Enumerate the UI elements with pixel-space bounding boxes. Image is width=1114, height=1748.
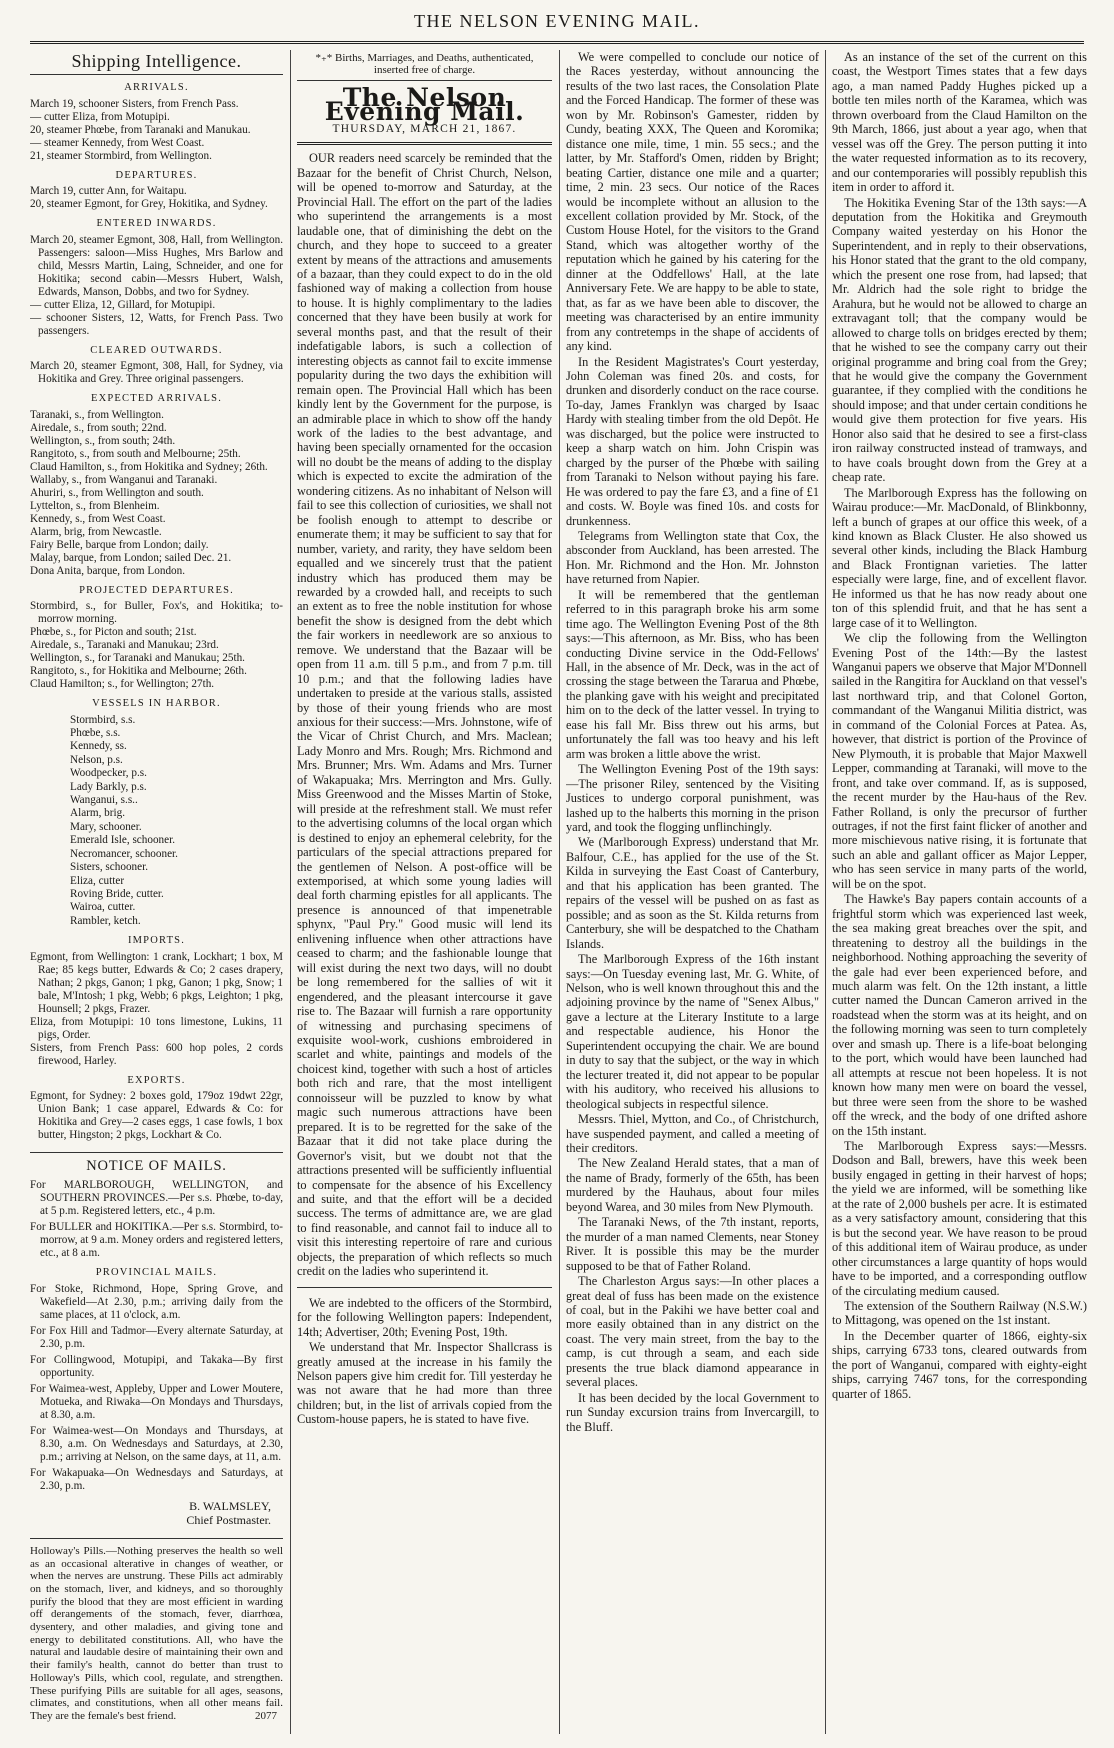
list-item: — cutter Eliza, 12, Gillard, for Motupipi. [30,298,216,311]
subhead-arrivals: ARRIVALS. [124,82,189,94]
list-item: — cutter Eliza, from Motupipi. [30,110,170,123]
list-item: Mary, schooner. [70,820,142,833]
article-paragraph: The Marlborough Express has the following on Wairau produce:—Mr. MacDonald, of Blinkbonny, left a bunch of grapes at our office this week, of a kind known as Black Cluster. He also showed us several other kinds, including the Black Hamburg and Black Frontignan varieties. The latter especially were large, fine, and of excellent flavor. He informed us that he has now ready about one ton of this splendid fruit, and that he has sent a large case of it to Wellington. [832,485,1087,630]
article-paragraph: In the Resident Magistrates's Court yesterday, John Coleman was fined 20s. and costs, for drunken and disorderly conduct on the race course. To-day, James Franklyn was charged by Isaac Hardy with stealing timber from the old Depôt. He was discharged, but the police were instructed to keep a sharp watch on him. John Crispin was charged by the purser of the Phœbe with sailing from Taranaki to Nelson without paying his fare. He was ordered to pay the fare £3, and a fine of £1 and costs. W. Boyle was fined 10s. and costs for drunkenness. [566,354,819,528]
column-rule [290,50,291,1734]
article-paragraph: The Charleston Argus says:—In other places a great deal of fuss has been made on the existence of coal, but in the Pakihi we have better coal and more easily obtained than in any district on the coast. The very main street, from the bay to the camp, is cut through a seam, and each side presents the true black diamond appearance in several places. [566,1274,819,1390]
subhead-entered: ENTERED INWARDS. [96,218,217,230]
arrivals-list [30,98,283,163]
article-paragraph: We are indebted to the officers of the Stormbird, for the following Wellington papers: Independent, 14th; Advertiser, 20th; Evening Post, 19th. [297,1295,552,1339]
mails-list [30,1179,283,1260]
paper-date: THURSDAY, MARCH 21, 1867. [297,120,552,145]
list-item: Claud Hamilton; s., for Wellington; 27th. [30,678,215,691]
article-paragraph: The Marlborough Express of the 16th instant says:—On Tuesday evening last, Mr. G. White, of Nelson, who is well known throughout this and the adjoining province by the name of "Senex Albus," gave a lecture at the Literary Institute to a large and respectable audience, his Honor the Superintendent occupying the chair. We are bound in duty to say that the subject, or the way in which the lecturer treated it, did not appear to be popular with his auditory, who received his allusions to theological subjects in respectful silence. [566,952,819,1111]
masthead [30,6,1084,44]
list-item: — steamer Kennedy, from West Coast. [30,136,205,149]
list-item: 20, steamer Phœbe, from Taranaki and Manukau. [30,123,251,136]
article-paragraph: As an instance of the set of the current on this coast, the Westport Times states that a few days ago, a man named Paddy Hughes picked up a bottle ten miles north of the Karamea, which was thrown overboard from the Claud Hamilton on the 9th March, 1866, just about a year ago, when that vessel was off the Grey. The person putting it into the water requested information as to its recovery, and our contemporaries will possibly republish this item in order to afford it. [832,50,1087,195]
subhead-imports: IMPORTS. [127,935,186,947]
cleared-list [30,360,283,386]
article-paragraph: In the December quarter of 1866, eighty-six ships, carrying 6733 tons, cleared outwards from the port of Wanganui, compared with eighty-eight ships, carrying 7467 tons, for the corresponding quarter of 1865. [832,1328,1087,1401]
list-item: For Stoke, Richmond, Hope, Spring Grove, and Wakefield—At 2.30, p.m.; arriving daily from the same places, at 11 o'clock, a.m. [30,1282,283,1321]
list-item: Wellington, s., for Taranaki and Manukau; 25th. [30,652,245,665]
list-item: Wanganui, s.s.. [70,794,138,807]
subhead-cleared: CLEARED OUTWARDS. [90,344,223,356]
article-paragraph: The Taranaki News, of the 7th instant, reports, the murder of a man named Clements, near Stoney River. It is possible this may be the murder supposed to be that of Father Roland. [566,1215,819,1273]
list-item: Taranaki, s., from Wellington. [30,408,164,421]
list-item: For Waimea-west, Appleby, Upper and Lower Moutere, Motueka, and Riwaka—On Mondays and Thursdays, at 8.30, a.m. [30,1382,283,1421]
list-item: Nelson, p.s. [70,753,123,766]
subhead-exports: EXPORTS. [127,1074,186,1086]
article-divider [297,1287,552,1288]
subhead-provincial: PROVINCIAL MAILS. [95,1267,218,1279]
list-item: Fairy Belle, barque from London; daily. [30,538,209,551]
column-shipping [30,50,283,1734]
column-rule [825,50,826,1734]
exports-list [30,1090,283,1142]
list-item: Wellington, s., from south; 24th. [30,434,176,447]
holloway-advert [30,1538,283,1723]
column-news-2 [832,50,1087,1734]
article-paragraph: The Marlborough Express says:—Messrs. Dodson and Ball, brewers, have this week been busily engaged in getting in their harvest of hops; the yield we are informed, will be something like at the rate of 2,000 bushels per acre. It is estimated as a very satisfactory amount, considering that this is but the second year. We have reason to be proud of this additional item of Wairau produce, as under other circumstances a large quantity of hops would have to be imported, and a corresponding outflow of the circulating medium caused. [832,1138,1087,1298]
list-item: Rangitoto, s., for Hokitika and Melbourne; 26th. [30,665,247,678]
article-paragraph: We were compelled to conclude our notice of the Races yesterday, without announcing the results of the two last races, the Consolation Plate and the Forced Handicap. The former of these was won by Mr. Robinson's Gamester, ridden by Cundy, beating XXX, The Queen and Koromika; distance one mile, time, 1 min. 55 secs.; and the latter, by Mr. Stafford's Omen, ridden by Bright; beating Cartier, distance one mile and a quarter; time, 2 min. 23 secs. Our notice of the Races would be incomplete without an allusion to the excellent collation provided by Mr. Stock, of the Custom House Hotel, for the visitors to the Grand Stand, which was altogether worthy of the reputation which he gained by his catering for the dinner at the Oddfellows' Hall, at the late Anniversary Fete. We are happy to be able to state, that, as far as we have been able to discover, the meeting was characterised by an entire immunity from any contretemps in the shape of accidents of any kind. [566,50,819,354]
list-item: For BULLER and HOKITIKA.—Per s.s. Stormbird, to-morrow, at 9 a.m. Money orders and registered letters, etc., at 8 a.m. [30,1221,283,1260]
list-item: March 20, steamer Egmont, 308, Hall, from Wellington. Passengers: saloon—Miss Hughes, Mrs Barlow and child, Messrs Martin, Laing, Schneider, and one for Hokitika; second cabin—Messrs Hubert, Walsh, Edwards, Manson, Dobbs, and two for Sydney. [30,233,283,298]
article-paragraph: We understand that Mr. Inspector Shallcrass is greatly amused at the increase in his family the Nelson papers give him credit for. Till yesterday he was not aware that he had more than three children; but, in the list of arrivals copied from the Custom-house papers, he is stated to have five. [297,1340,552,1427]
list-item: Kennedy, ss. [70,740,127,753]
list-item: Eliza, cutter [70,874,125,887]
list-item: — schooner Sisters, 12, Watts, for French Pass. Two passengers. [30,311,283,337]
list-item: Phœbe, s., for Picton and south; 21st. [30,626,197,639]
projected-list [30,600,283,691]
list-item: Sisters, from French Pass: 600 hop poles, 2 cords firewood, Harley. [30,1041,283,1067]
column-rule [559,50,560,1734]
list-item: Airedale, s., from south; 22nd. [30,421,167,434]
notice-of-mails-title: NOTICE OF MAILS. [30,1152,283,1173]
article-paragraph: Messrs. Thiel, Mytton, and Co., of Christchurch, have suspended payment, and called a meeting of their creditors. [566,1112,819,1155]
masthead-title: THE NELSON EVENING MAIL. [414,11,700,31]
list-item: Woodpecker, p.s. [70,767,147,780]
list-item: Airedale, s., Taranaki and Manukau; 23rd. [30,639,219,652]
list-item: Alarm, brig. [70,807,125,820]
subhead-expected: EXPECTED ARRIVALS. [90,393,223,405]
column-editorial [297,50,552,1734]
list-item: Claud Hamilton, s., from Hokitika and Sydney; 26th. [30,460,268,473]
list-item: Dona Anita, barque, from London. [30,564,186,577]
advert-text: Holloway's Pills.—Nothing preserves the health so well as an occasional alterative in changes of weather, or when the nerves are unstrung. These Pills act admirably on the stomach, liver, and kidneys, and so thoroughly purify the blood that they are most efficient in warding off derangements of the stomach, fever, diarrhœa, dysentery, and other maladies, and giving tone and energy to debilitated constitutions. All, who have the natural and laudable desire of maintaining their own and their family's health, cannot do better than trust to Holloway's Pills, which cool, regulate, and strengthen. These purifying Pills are suitable for all ages, seasons, climates, and constitutions, when all other means fail. They are the female's best friend. [30,1544,283,1722]
section-title: Shipping Intelligence. [30,50,283,75]
list-item: Rambler, ketch. [70,914,141,927]
vessels-list [30,714,283,929]
article-paragraph: The Hawke's Bay papers contain accounts of a frightful storm which was experienced last week, the sea making great breaches over the spit, and threatening to destroy all the buildings in the neighborhood. Nothing approaching the severity of the gale had ever been experienced before, and much alarm was felt. On the 12th instant, a little cutter named the Duncan Cameron arrived in the roadstead when the storm was at its height, and on the following morning was seen to turn completely over and smash up. There is a life-boat belonging to the port, which would have been launched had all attempts at rescue not been hopeless. It is not known how many men were on board the vessel, but three were seen from the shore to be washed off the wreck, and the body of one drifted ashore on the 15th instant. [832,892,1087,1138]
list-item: Lyttelton, s., from Blenheim. [30,499,160,512]
list-item: March 20, steamer Egmont, 308, Hall, for Sydney, via Hokitika and Grey. Three original passengers. [30,360,283,386]
list-item: For MARLBOROUGH, WELLINGTON, and SOUTHERN PROVINCES.—Per s.s. Phœbe, to-day, at 5 p.m. Registered letters, etc., 4 p.m. [30,1179,283,1218]
list-item: Kennedy, s., from West Coast. [30,512,166,525]
list-item: Sisters, schooner. [70,861,148,874]
list-item: Stormbird, s.s. [70,713,136,726]
article-paragraph: Telegrams from Wellington state that Cox, the absconder from Auckland, has been arrested. The Hon. Mr. Richmond and the Hon. Mr. Johnston have returned from Napier. [566,528,819,587]
list-item: Emerald Isle, schooner. [70,834,176,847]
list-item: Wairoa, cutter. [70,901,136,914]
signature-name: B. WALMSLEY, [189,1498,271,1513]
article-paragraph: We (Marlborough Express) understand that Mr. Balfour, C.E., has applied for the use of the St. Kilda in surveying the East Coast of Canterbury, and that his application has been granted. The repairs of the vessel will be pushed on as fast as possible; and as soon as the St. Kilda returns from Canterbury, she will be despatched to the Chatham Islands. [566,835,819,951]
list-item: For Fox Hill and Tadmor—Every alternate Saturday, at 2.30, p.m. [30,1324,283,1350]
births-notice: *₊* Births, Marriages, and Deaths, authenticated, inserted free of charge. [297,50,552,81]
imports-list [30,951,283,1068]
list-item: 21, steamer Stormbird, from Wellington. [30,149,212,162]
subhead-departures: DEPARTURES. [115,169,198,181]
list-item: Alarm, brig, from Newcastle. [30,525,162,538]
list-item: Egmont, from Wellington: 1 crank, Lockhart; 1 box, M Rae; 85 kegs butter, Edwards & Co; 2 cases drapery, Nathan; 2 pkgs, Ganon; 1 pkg, Ganon; 1 pkg, Snow; 1 bale, M'Intosh; 1 pkg, Webb; 6 pkgs, Leighton; 1 pkg, Hounsell; 2 pkgs, Frazer. [30,950,283,1015]
list-item: Rangitoto, s., from south and Melbourne; 25th. [30,447,241,460]
list-item: March 19, cutter Ann, for Waitapu. [30,185,187,198]
list-item: March 19, schooner Sisters, from French Pass. [30,97,239,110]
list-item: Lady Barkly, p.s. [70,780,147,793]
list-item: Ahuriri, s., from Wellington and south. [30,486,204,499]
article-paragraph: OUR readers need scarcely be reminded that the Bazaar for the benefit of Christ Church, Nelson, will be opened to-morrow and Saturday, at the Provincial Hall. The effort on the part of the ladies who superintend the arrangements is a most laudable one, that of diminishing the debt on the church, and they hope to succeed to a greater extent by means of the attractions and amusements of a bazaar, than they could expect to do in the old fashioned way of making a collection from house to house. It is highly complimentary to the ladies concerned that they have been busily at work for several months past, and that the result of their indefatigable labors, is such a collection of interesting objects as cannot fail to excite immense popularity during the two days the exhibition will remain open. The Provincial Hall which has been kindly lent by the Government for the purpose, is an admirable place in which to show off the handy work of the ladies to the best advantage, and having been specially ornamented for the occasion will no doubt be the means of adding to the display which is expected to excite the admiration of the wondering citizens. As no inhabitant of Nelson will fail to see this collection of curiosities, we shall not be foolish enough to attempt to describe or enumerate them; it may be sufficient to say that for number, variety, and rarity, they have seldom been equalled and we sincerely trust that the patient industry which has produced them may be rewarded by a crowded hall, and receipts to such an extent as to free the noble institution for whose benefit the show is designed from the debt which the fair workers in needlework are so anxious to remove. We understand that the Bazaar will be open from 11 a.m. till 5 p.m., and from 7 p.m. till 10 p.m.; and that the following ladies have undertaken to preside at the various stalls, assisted by those of their young friends who are most anxious for their success:—Mrs. Johnstone, wife of the Vicar of Christ Church, and Mrs. Maclean; Lady Monro and Mrs. Rough; Mrs. Richmond and Mrs. Brunner; Mrs. Wm. Adams and Mrs. Turner of Wakapuaka; Mrs. Merrington and Mrs. Gully. Miss Greenwood and the Misses Martin of Stoke, will preside at the refreshment stall. We must refer to the advertising columns of the local organ which is destined to enjoy an ephemeral celebrity, for the particulars of the special attractions prepared for the gentlemen of Nelson. A post-office will be extemporised, at which some young ladies will deal forth charming epistles for all applicants. The presence is announced of that impenetrable sphynx, "Paul Pry." Good music will lend its enlivening influence when other attractions have ceased to charm; and the fashionable lounge that will exist during the next two days, will no doubt be long remembered for the sallies of wit it engendered, and the pleasant intercourse it gave rise to. The Bazaar will furnish a rare opportunity of witnessing and purchasing specimens of exquisite wool-work, cushions embroidered in scarlet and white, paintings and models of the choicest kind, together with such a host of articles both rich and rare, that the most intelligent connoisseur will be puzzled to know by what magic such numerous attractions have been prepared. It is to be regretted for the sake of the Bazaar that it did not take place during the Governor's visit, but we doubt not that the attractions presented will be sufficiently influential to compensate for the absence of his Excellency and suite, and that the effort will be a decided success. The terms of admittance are, we are glad to find reasonable, and cannot fail to induce all to visit this interesting repertoire of rare and curious objects, the preparation of which reflects so much credit on the ladies who superintend it. [297,151,552,1279]
list-item: 20, steamer Egmont, for Grey, Hokitika, and Sydney. [30,198,268,211]
subhead-projected: PROJECTED DEPARTURES. [79,584,234,596]
list-item: For Wakapuaka—On Wednesdays and Saturdays, at 2.30, p.m. [30,1466,283,1492]
article-paragraph: It has been decided by the local Government to run Sunday excursion trains from Invercargill, to the Bluff. [566,1390,819,1434]
paper-title: The Nelson Evening Mail. [324,83,525,127]
expected-list [30,409,283,578]
list-item: Egmont, for Sydney: 2 boxes gold, 179oz 19dwt 22gr, Union Bank; 1 case apparel, Edwards & Co: for Hokitika and Grey—2 cases eggs, 1 case fowls, 1 box butter, Hingston; 2 pkgs, Lockhart & Co. [30,1090,283,1142]
list-item: Eliza, from Motupipi: 10 tons limestone, Lukins, 11 pigs, Order. [30,1015,283,1041]
article-paragraph: The extension of the Southern Railway (N.S.W.) to Mittagong, was opened on the 1st instant. [832,1298,1087,1328]
list-item: Stormbird, s., for Buller, Fox's, and Hokitika; to-morrow morning. [30,600,283,626]
article-paragraph: The New Zealand Herald states, that a man of the name of Brady, formerly of the 65th, has been murdered by the Hauhaus, about four miles beyond Warea, and 30 miles from New Plymouth. [566,1156,819,1214]
provincial-list [30,1283,283,1493]
list-item: Necromancer, schooner. [70,847,178,860]
list-item: Roving Bride, cutter. [70,887,164,900]
article-paragraph: The Wellington Evening Post of the 19th says:—The prisoner Riley, sentenced by the Visiting Justices to undergo corporal punishment, was lashed up to the halberts this morning in the prison yard, and took the flogging unflinchingly. [566,762,819,835]
subhead-vessels: VESSELS IN HARBOR. [92,698,221,710]
list-item: Wallaby, s., from Wanganui and Taranaki. [30,473,218,486]
signature-title: Chief Postmaster. [186,1513,271,1528]
departures-list [30,185,283,211]
list-item: For Collingwood, Motupipi, and Takaka—By first opportunity. [30,1353,283,1379]
article-paragraph: The Hokitika Evening Star of the 13th says:—A deputation from the Hokitika and Greymouth Company waited yesterday on his Honor the Superintendent, and in reply to their observations, his Honor stated that the grant to the old company, which the present one rose from, had lapsed; that Mr. Aldrich had the sole right to bridge the Arahura, but he would not be allowed to charge an extravagant toll; that the company would be allowed to charge tolls on bridges erected by them; that he wished to see the company carry out their original programme and bring coal from the Grey; that he would give the company the Government guarantee, if they complied with the conditions he should impose; and that under certain conditions he would give them protection for five years. His Honor also said that he desired to see a first-class iron railway constructed instead of tramways, and to have coals brought down from the Grey at a cheap rate. [832,195,1087,485]
article-paragraph: It will be remembered that the gentleman referred to in this paragraph broke his arm some time ago. The Wellington Evening Post of the 8th says:—This afternoon, as Mr. Biss, who has been conducting Divine service in the Odd-Fellows' Hall, in the absence of Mr. Deck, was in the act of crossing the stage between the Tararua and Phœbe, the planking gave with his weight and precipitated him on to the deck of the latter vessel. In trying to ease his fall Mr. Biss threw out his arms, but unfortunately the fall was too heavy and his left arm was broken a little above the wrist. [566,587,819,761]
list-item: For Waimea-west—On Mondays and Thursdays, at 8.30, a.m. On Wednesdays and Saturdays, at 2.30, p.m.; arriving at Nelson, on the same days, at 11, a.m. [30,1424,283,1463]
advert-number: 2077 [255,1709,277,1722]
article-paragraph: We clip the following from the Wellington Evening Post of the 14th:—By the lastest Wanganui papers we observe that Major M'Donnell sailed in the Rangitira for Auckland on that vessel's last northward trip, and that Colonel Gorton, commandant of the Wanganui Militia district, was in command of the Colonial Forces at Patea. As, however, that district is portion of the Province of New Plymouth, it is probable that Major Maxwell Lepper, commanding at Taranaki, will move to the front, and take over command. If, as is supposed, the recent murder by the Hau-haus of the Rev. Father Rolland, is only the precursor of further outrages, if not the first faint flicker of another and more mischievous native rising, it is fortunate that such an able and gallant officer as Major Lepper, who has seen service in many parts of the world, will be on the spot. [832,631,1087,891]
entered-list [30,234,283,338]
list-item: Phœbe, s.s. [70,727,121,740]
list-item: Malay, barque, from London; sailed Dec. 21. [30,551,232,564]
column-news-1 [566,50,819,1734]
